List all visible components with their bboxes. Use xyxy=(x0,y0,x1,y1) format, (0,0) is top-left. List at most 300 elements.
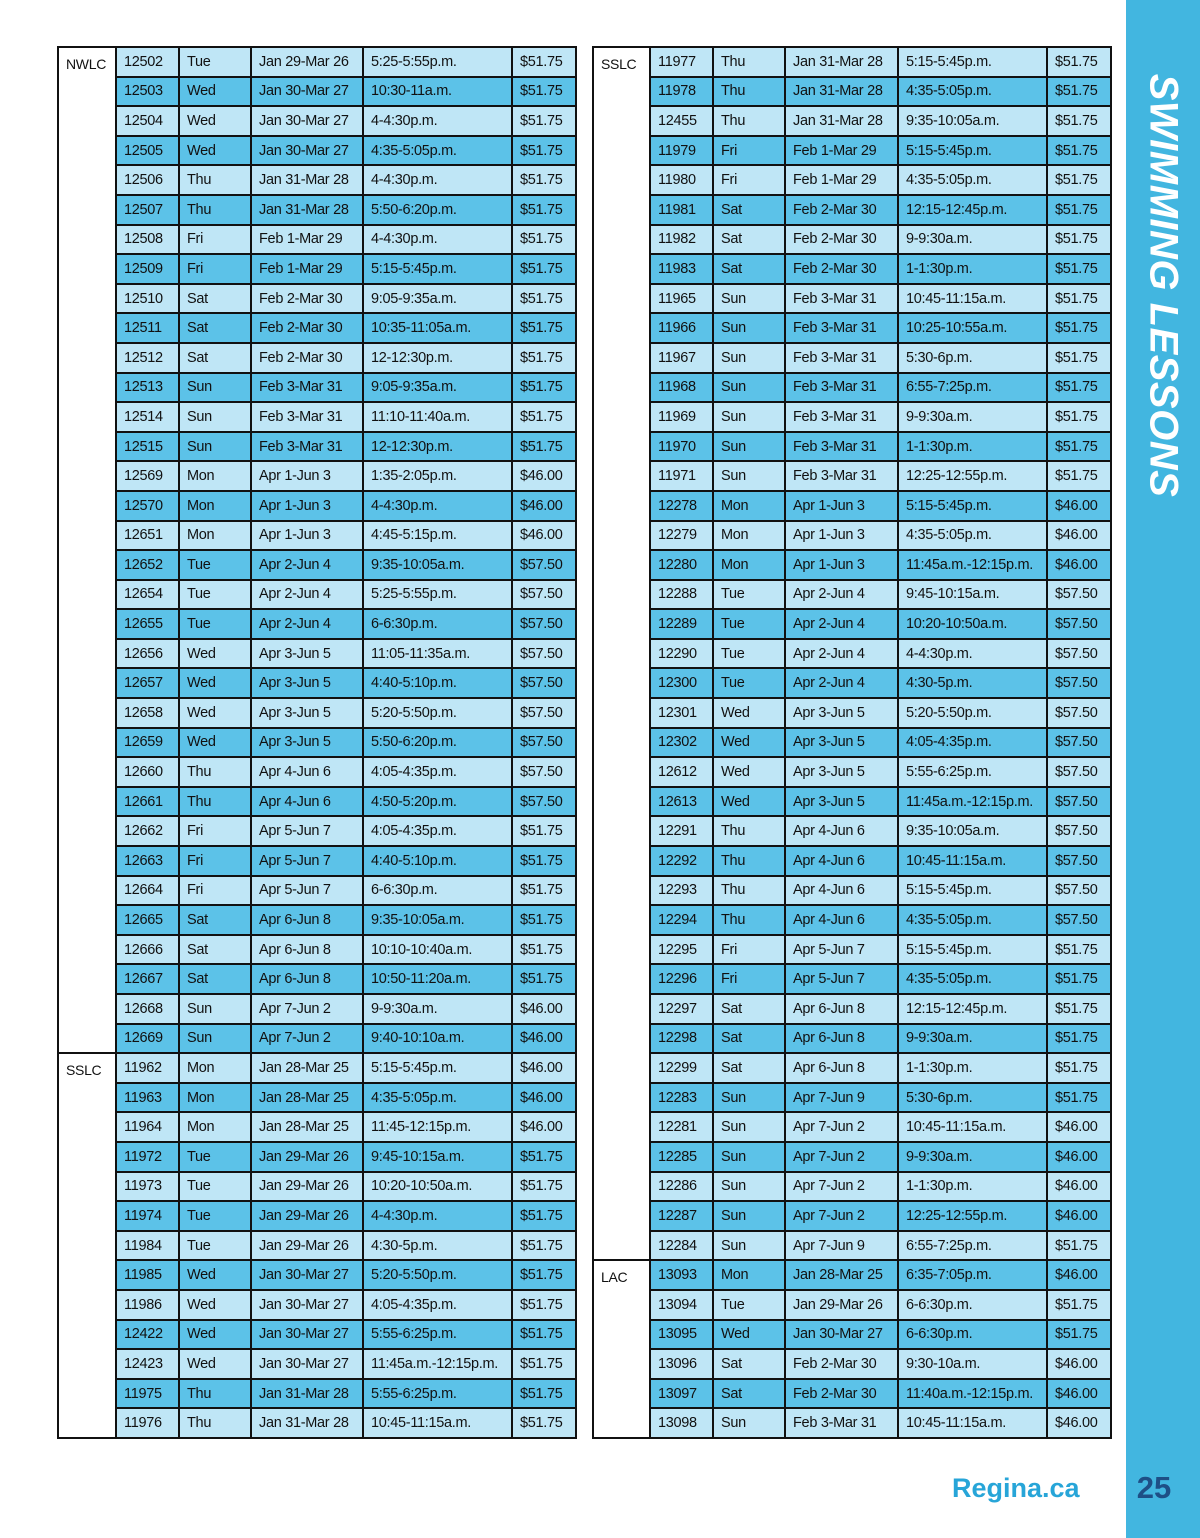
day-cell: Thu xyxy=(713,47,785,77)
dates-cell: Apr 2-Jun 4 xyxy=(251,550,363,580)
dates-cell: Feb 1-Mar 29 xyxy=(785,165,898,195)
table-row xyxy=(58,313,576,343)
dates-cell: Feb 3-Mar 31 xyxy=(785,402,898,432)
day-cell: Thu xyxy=(713,905,785,935)
dates-cell: Apr 3-Jun 5 xyxy=(251,728,363,758)
table-row xyxy=(58,639,576,669)
day-cell: Wed xyxy=(713,728,785,758)
day-cell: Wed xyxy=(713,1320,785,1350)
class-number-cell: 12509 xyxy=(116,254,179,284)
class-number-cell: 12297 xyxy=(650,994,713,1024)
dates-cell: Feb 2-Mar 30 xyxy=(785,195,898,225)
class-number-cell: 13093 xyxy=(650,1260,713,1290)
table-row xyxy=(58,47,576,77)
class-number-cell: 11975 xyxy=(116,1379,179,1409)
dates-cell: Jan 30-Mar 27 xyxy=(251,1260,363,1290)
table-row xyxy=(58,225,576,255)
day-cell: Sun xyxy=(713,461,785,491)
dates-cell: Apr 6-Jun 8 xyxy=(251,905,363,935)
dates-cell: Jan 31-Mar 28 xyxy=(251,1379,363,1409)
table-row xyxy=(58,964,576,994)
dates-cell: Apr 2-Jun 4 xyxy=(785,580,898,610)
fee-cell: $46.00 xyxy=(1047,1379,1111,1409)
class-number-cell: 12505 xyxy=(116,136,179,166)
fee-cell: $57.50 xyxy=(512,787,576,817)
table-row xyxy=(58,816,576,846)
day-cell: Wed xyxy=(179,1290,251,1320)
fee-cell: $57.50 xyxy=(1047,609,1111,639)
class-number-cell: 12290 xyxy=(650,639,713,669)
table-row xyxy=(593,935,1111,965)
fee-cell: $51.75 xyxy=(512,136,576,166)
time-cell: 5:20-5:50p.m. xyxy=(898,698,1047,728)
dates-cell: Apr 1-Jun 3 xyxy=(785,491,898,521)
class-number-cell: 13098 xyxy=(650,1408,713,1438)
fee-cell: $51.75 xyxy=(1047,136,1111,166)
class-number-cell: 12660 xyxy=(116,757,179,787)
time-cell: 4:35-5:05p.m. xyxy=(363,1083,512,1113)
table-row xyxy=(58,521,576,551)
dates-cell: Jan 30-Mar 27 xyxy=(251,136,363,166)
fee-cell: $51.75 xyxy=(1047,106,1111,136)
table-row xyxy=(593,668,1111,698)
site-url: Regina.ca xyxy=(952,1473,1080,1503)
fee-cell: $51.75 xyxy=(1047,964,1111,994)
time-cell: 9:05-9:35a.m. xyxy=(363,373,512,403)
time-cell: 6:35-7:05p.m. xyxy=(898,1260,1047,1290)
day-cell: Fri xyxy=(713,964,785,994)
fee-cell: $46.00 xyxy=(1047,1349,1111,1379)
day-cell: Sun xyxy=(179,994,251,1024)
day-cell: Tue xyxy=(713,580,785,610)
table-row xyxy=(58,136,576,166)
class-number-cell: 11979 xyxy=(650,136,713,166)
day-cell: Sat xyxy=(179,905,251,935)
fee-cell: $51.75 xyxy=(512,225,576,255)
day-cell: Tue xyxy=(179,580,251,610)
time-cell: 4:50-5:20p.m. xyxy=(363,787,512,817)
time-cell: 10:20-10:50a.m. xyxy=(898,609,1047,639)
class-number-cell: 12510 xyxy=(116,284,179,314)
table-row xyxy=(593,994,1111,1024)
table-row xyxy=(58,580,576,610)
table-row xyxy=(58,402,576,432)
time-cell: 5:25-5:55p.m. xyxy=(363,47,512,77)
fee-cell: $57.50 xyxy=(512,698,576,728)
day-cell: Thu xyxy=(179,787,251,817)
day-cell: Thu xyxy=(713,816,785,846)
fee-cell: $51.75 xyxy=(512,1172,576,1202)
table-row xyxy=(593,787,1111,817)
class-number-cell: 12423 xyxy=(116,1349,179,1379)
fee-cell: $51.75 xyxy=(512,1290,576,1320)
day-cell: Sat xyxy=(179,284,251,314)
time-cell: 5:15-5:45p.m. xyxy=(898,876,1047,906)
class-number-cell: 11982 xyxy=(650,225,713,255)
class-number-cell: 12661 xyxy=(116,787,179,817)
time-cell: 4-4:30p.m. xyxy=(363,1201,512,1231)
fee-cell: $46.00 xyxy=(512,994,576,1024)
day-cell: Sun xyxy=(713,1083,785,1113)
dates-cell: Feb 2-Mar 30 xyxy=(251,313,363,343)
table-row xyxy=(593,639,1111,669)
dates-cell: Apr 7-Jun 2 xyxy=(251,1024,363,1054)
class-number-cell: 11964 xyxy=(116,1112,179,1142)
dates-cell: Feb 3-Mar 31 xyxy=(251,373,363,403)
day-cell: Thu xyxy=(713,876,785,906)
day-cell: Wed xyxy=(179,728,251,758)
fee-cell: $46.00 xyxy=(512,1024,576,1054)
fee-cell: $57.50 xyxy=(512,609,576,639)
dates-cell: Apr 6-Jun 8 xyxy=(251,964,363,994)
table-row xyxy=(593,343,1111,373)
time-cell: 4:05-4:35p.m. xyxy=(363,1290,512,1320)
day-cell: Fri xyxy=(713,165,785,195)
fee-cell: $46.00 xyxy=(1047,491,1111,521)
class-number-cell: 12288 xyxy=(650,580,713,610)
table-row xyxy=(593,461,1111,491)
table-row xyxy=(593,1290,1111,1320)
fee-cell: $57.50 xyxy=(1047,905,1111,935)
dates-cell: Jan 30-Mar 27 xyxy=(785,1320,898,1350)
dates-cell: Apr 7-Jun 2 xyxy=(785,1112,898,1142)
table-row xyxy=(58,77,576,107)
class-number-cell: 12302 xyxy=(650,728,713,758)
day-cell: Mon xyxy=(713,521,785,551)
time-cell: 12-12:30p.m. xyxy=(363,432,512,462)
day-cell: Thu xyxy=(179,757,251,787)
fee-cell: $51.75 xyxy=(512,1260,576,1290)
table-row xyxy=(593,1231,1111,1261)
day-cell: Thu xyxy=(713,77,785,107)
day-cell: Sat xyxy=(713,1024,785,1054)
class-number-cell: 12664 xyxy=(116,876,179,906)
day-cell: Sun xyxy=(179,402,251,432)
class-number-cell: 11962 xyxy=(116,1053,179,1083)
fee-cell: $57.50 xyxy=(512,580,576,610)
class-number-cell: 12662 xyxy=(116,816,179,846)
table-row xyxy=(58,728,576,758)
class-number-cell: 12669 xyxy=(116,1024,179,1054)
table-row xyxy=(593,1172,1111,1202)
table-row xyxy=(58,1290,576,1320)
class-number-cell: 12511 xyxy=(116,313,179,343)
dates-cell: Feb 3-Mar 31 xyxy=(785,432,898,462)
fee-cell: $51.75 xyxy=(512,1379,576,1409)
dates-cell: Apr 4-Jun 6 xyxy=(785,905,898,935)
time-cell: 12:15-12:45p.m. xyxy=(898,994,1047,1024)
table-row xyxy=(58,1024,576,1054)
class-number-cell: 11966 xyxy=(650,313,713,343)
fee-cell: $46.00 xyxy=(512,1112,576,1142)
fee-cell: $51.75 xyxy=(1047,313,1111,343)
day-cell: Mon xyxy=(713,550,785,580)
fee-cell: $57.50 xyxy=(1047,698,1111,728)
location-cell: NWLC xyxy=(58,47,116,1053)
dates-cell: Jan 28-Mar 25 xyxy=(785,1260,898,1290)
fee-cell: $51.75 xyxy=(1047,1053,1111,1083)
fee-cell: $51.75 xyxy=(512,1142,576,1172)
class-number-cell: 11963 xyxy=(116,1083,179,1113)
day-cell: Wed xyxy=(713,787,785,817)
class-number-cell: 12507 xyxy=(116,195,179,225)
class-number-cell: 12657 xyxy=(116,668,179,698)
time-cell: 4:35-5:05p.m. xyxy=(898,905,1047,935)
table-row xyxy=(593,846,1111,876)
class-number-cell: 11974 xyxy=(116,1201,179,1231)
time-cell: 5:50-6:20p.m. xyxy=(363,728,512,758)
day-cell: Tue xyxy=(179,1231,251,1261)
day-cell: Tue xyxy=(179,47,251,77)
fee-cell: $51.75 xyxy=(512,1231,576,1261)
dates-cell: Feb 1-Mar 29 xyxy=(251,225,363,255)
dates-cell: Jan 28-Mar 25 xyxy=(251,1112,363,1142)
time-cell: 5:15-5:45p.m. xyxy=(363,1053,512,1083)
time-cell: 4:35-5:05p.m. xyxy=(363,136,512,166)
time-cell: 10:45-11:15a.m. xyxy=(898,1112,1047,1142)
table-row xyxy=(593,313,1111,343)
location-cell: SSLC xyxy=(58,1053,116,1438)
fee-cell: $51.75 xyxy=(512,373,576,403)
table-row xyxy=(58,432,576,462)
dates-cell: Jan 29-Mar 26 xyxy=(251,1172,363,1202)
table-row xyxy=(593,136,1111,166)
day-cell: Sun xyxy=(713,313,785,343)
time-cell: 10:35-11:05a.m. xyxy=(363,313,512,343)
time-cell: 11:10-11:40a.m. xyxy=(363,402,512,432)
class-number-cell: 12295 xyxy=(650,935,713,965)
table-row xyxy=(593,373,1111,403)
fee-cell: $46.00 xyxy=(512,1053,576,1083)
table-row xyxy=(58,461,576,491)
table-row xyxy=(58,698,576,728)
fee-cell: $51.75 xyxy=(1047,343,1111,373)
class-number-cell: 11981 xyxy=(650,195,713,225)
class-number-cell: 12506 xyxy=(116,165,179,195)
class-number-cell: 12658 xyxy=(116,698,179,728)
dates-cell: Apr 2-Jun 4 xyxy=(251,609,363,639)
class-number-cell: 12279 xyxy=(650,521,713,551)
dates-cell: Jan 31-Mar 28 xyxy=(785,47,898,77)
dates-cell: Jan 31-Mar 28 xyxy=(785,106,898,136)
time-cell: 6-6:30p.m. xyxy=(898,1320,1047,1350)
class-number-cell: 13097 xyxy=(650,1379,713,1409)
time-cell: 4-4:30p.m. xyxy=(363,106,512,136)
dates-cell: Jan 30-Mar 27 xyxy=(251,1349,363,1379)
class-number-cell: 12287 xyxy=(650,1201,713,1231)
class-number-cell: 11983 xyxy=(650,254,713,284)
time-cell: 10:50-11:20a.m. xyxy=(363,964,512,994)
class-number-cell: 13094 xyxy=(650,1290,713,1320)
time-cell: 4:05-4:35p.m. xyxy=(898,728,1047,758)
table-row xyxy=(58,1201,576,1231)
table-row xyxy=(58,846,576,876)
class-number-cell: 11986 xyxy=(116,1290,179,1320)
time-cell: 4:35-5:05p.m. xyxy=(898,165,1047,195)
day-cell: Mon xyxy=(179,1053,251,1083)
fee-cell: $51.75 xyxy=(512,77,576,107)
dates-cell: Apr 1-Jun 3 xyxy=(251,521,363,551)
table-row xyxy=(593,1320,1111,1350)
dates-cell: Jan 29-Mar 26 xyxy=(251,1231,363,1261)
class-number-cell: 12300 xyxy=(650,668,713,698)
dates-cell: Apr 7-Jun 2 xyxy=(785,1142,898,1172)
day-cell: Mon xyxy=(713,1260,785,1290)
class-number-cell: 11968 xyxy=(650,373,713,403)
table-row xyxy=(593,550,1111,580)
dates-cell: Jan 31-Mar 28 xyxy=(785,77,898,107)
day-cell: Tue xyxy=(179,550,251,580)
day-cell: Sun xyxy=(713,284,785,314)
fee-cell: $46.00 xyxy=(512,461,576,491)
dates-cell: Jan 31-Mar 28 xyxy=(251,165,363,195)
fee-cell: $51.75 xyxy=(1047,284,1111,314)
table-row xyxy=(593,1024,1111,1054)
day-cell: Fri xyxy=(179,254,251,284)
time-cell: 10:45-11:15a.m. xyxy=(898,284,1047,314)
table-row xyxy=(58,1172,576,1202)
table-row xyxy=(593,1083,1111,1113)
time-cell: 4:35-5:05p.m. xyxy=(898,964,1047,994)
dates-cell: Feb 3-Mar 31 xyxy=(785,343,898,373)
time-cell: 9-9:30a.m. xyxy=(898,1142,1047,1172)
time-cell: 4:30-5p.m. xyxy=(363,1231,512,1261)
table-row xyxy=(593,1379,1111,1409)
time-cell: 1-1:30p.m. xyxy=(898,1172,1047,1202)
table-row xyxy=(58,1142,576,1172)
time-cell: 9:40-10:10a.m. xyxy=(363,1024,512,1054)
dates-cell: Jan 30-Mar 27 xyxy=(251,77,363,107)
dates-cell: Feb 2-Mar 30 xyxy=(251,284,363,314)
dates-cell: Apr 7-Jun 2 xyxy=(785,1201,898,1231)
fee-cell: $51.75 xyxy=(1047,1024,1111,1054)
time-cell: 5:15-5:45p.m. xyxy=(898,935,1047,965)
day-cell: Sun xyxy=(713,1142,785,1172)
table-row xyxy=(593,1053,1111,1083)
class-number-cell: 11972 xyxy=(116,1142,179,1172)
dates-cell: Jan 28-Mar 25 xyxy=(251,1053,363,1083)
dates-cell: Apr 1-Jun 3 xyxy=(251,491,363,521)
day-cell: Sat xyxy=(179,313,251,343)
fee-cell: $57.50 xyxy=(1047,876,1111,906)
class-number-cell: 11969 xyxy=(650,402,713,432)
fee-cell: $46.00 xyxy=(1047,1112,1111,1142)
day-cell: Sun xyxy=(713,432,785,462)
dates-cell: Apr 3-Jun 5 xyxy=(251,668,363,698)
time-cell: 1-1:30p.m. xyxy=(898,432,1047,462)
day-cell: Fri xyxy=(179,846,251,876)
fee-cell: $51.75 xyxy=(512,846,576,876)
time-cell: 5:15-5:45p.m. xyxy=(898,491,1047,521)
time-cell: 4:35-5:05p.m. xyxy=(898,521,1047,551)
day-cell: Tue xyxy=(713,1290,785,1320)
dates-cell: Feb 3-Mar 31 xyxy=(785,313,898,343)
dates-cell: Apr 4-Jun 6 xyxy=(785,876,898,906)
dates-cell: Apr 6-Jun 8 xyxy=(785,994,898,1024)
time-cell: 5:55-6:25p.m. xyxy=(363,1379,512,1409)
class-number-cell: 12654 xyxy=(116,580,179,610)
table-row xyxy=(593,77,1111,107)
day-cell: Fri xyxy=(179,816,251,846)
table-row xyxy=(58,1379,576,1409)
table-row xyxy=(58,1053,576,1083)
day-cell: Mon xyxy=(179,1083,251,1113)
day-cell: Sun xyxy=(179,1024,251,1054)
table-row xyxy=(58,1349,576,1379)
day-cell: Sun xyxy=(179,373,251,403)
table-row xyxy=(58,343,576,373)
fee-cell: $51.75 xyxy=(512,1201,576,1231)
class-number-cell: 11980 xyxy=(650,165,713,195)
fee-cell: $57.50 xyxy=(1047,639,1111,669)
day-cell: Tue xyxy=(179,1201,251,1231)
dates-cell: Jan 30-Mar 27 xyxy=(251,106,363,136)
fee-cell: $51.75 xyxy=(512,402,576,432)
dates-cell: Apr 6-Jun 8 xyxy=(251,935,363,965)
class-number-cell: 12514 xyxy=(116,402,179,432)
time-cell: 6-6:30p.m. xyxy=(363,876,512,906)
day-cell: Tue xyxy=(713,668,785,698)
day-cell: Sun xyxy=(713,1408,785,1438)
day-cell: Wed xyxy=(179,1260,251,1290)
time-cell: 11:05-11:35a.m. xyxy=(363,639,512,669)
class-number-cell: 12281 xyxy=(650,1112,713,1142)
time-cell: 12:25-12:55p.m. xyxy=(898,1201,1047,1231)
dates-cell: Jan 28-Mar 25 xyxy=(251,1083,363,1113)
time-cell: 5:30-6p.m. xyxy=(898,343,1047,373)
table-row xyxy=(58,787,576,817)
time-cell: 9:35-10:05a.m. xyxy=(363,905,512,935)
class-number-cell: 11973 xyxy=(116,1172,179,1202)
class-number-cell: 11984 xyxy=(116,1231,179,1261)
time-cell: 5:50-6:20p.m. xyxy=(363,195,512,225)
class-number-cell: 12666 xyxy=(116,935,179,965)
time-cell: 11:45a.m.-12:15p.m. xyxy=(363,1349,512,1379)
dates-cell: Apr 4-Jun 6 xyxy=(251,787,363,817)
table-row xyxy=(593,964,1111,994)
dates-cell: Apr 4-Jun 6 xyxy=(251,757,363,787)
time-cell: 9:35-10:05a.m. xyxy=(363,550,512,580)
fee-cell: $51.75 xyxy=(1047,47,1111,77)
day-cell: Sun xyxy=(713,402,785,432)
table-row xyxy=(593,521,1111,551)
table-row xyxy=(593,609,1111,639)
class-number-cell: 12512 xyxy=(116,343,179,373)
dates-cell: Apr 5-Jun 7 xyxy=(785,935,898,965)
fee-cell: $46.00 xyxy=(1047,521,1111,551)
fee-cell: $51.75 xyxy=(512,432,576,462)
dates-cell: Feb 3-Mar 31 xyxy=(785,284,898,314)
dates-cell: Apr 6-Jun 8 xyxy=(785,1024,898,1054)
fee-cell: $57.50 xyxy=(1047,846,1111,876)
time-cell: 5:20-5:50p.m. xyxy=(363,698,512,728)
time-cell: 1:35-2:05p.m. xyxy=(363,461,512,491)
class-number-cell: 12280 xyxy=(650,550,713,580)
table-row xyxy=(58,876,576,906)
fee-cell: $51.75 xyxy=(1047,402,1111,432)
dates-cell: Apr 1-Jun 3 xyxy=(785,521,898,551)
day-cell: Sun xyxy=(713,343,785,373)
table-row xyxy=(593,728,1111,758)
time-cell: 9-9:30a.m. xyxy=(898,1024,1047,1054)
fee-cell: $51.75 xyxy=(512,876,576,906)
dates-cell: Feb 2-Mar 30 xyxy=(251,343,363,373)
fee-cell: $51.75 xyxy=(1047,432,1111,462)
day-cell: Wed xyxy=(179,1320,251,1350)
dates-cell: Apr 3-Jun 5 xyxy=(785,728,898,758)
day-cell: Sat xyxy=(713,254,785,284)
dates-cell: Apr 7-Jun 2 xyxy=(785,1172,898,1202)
